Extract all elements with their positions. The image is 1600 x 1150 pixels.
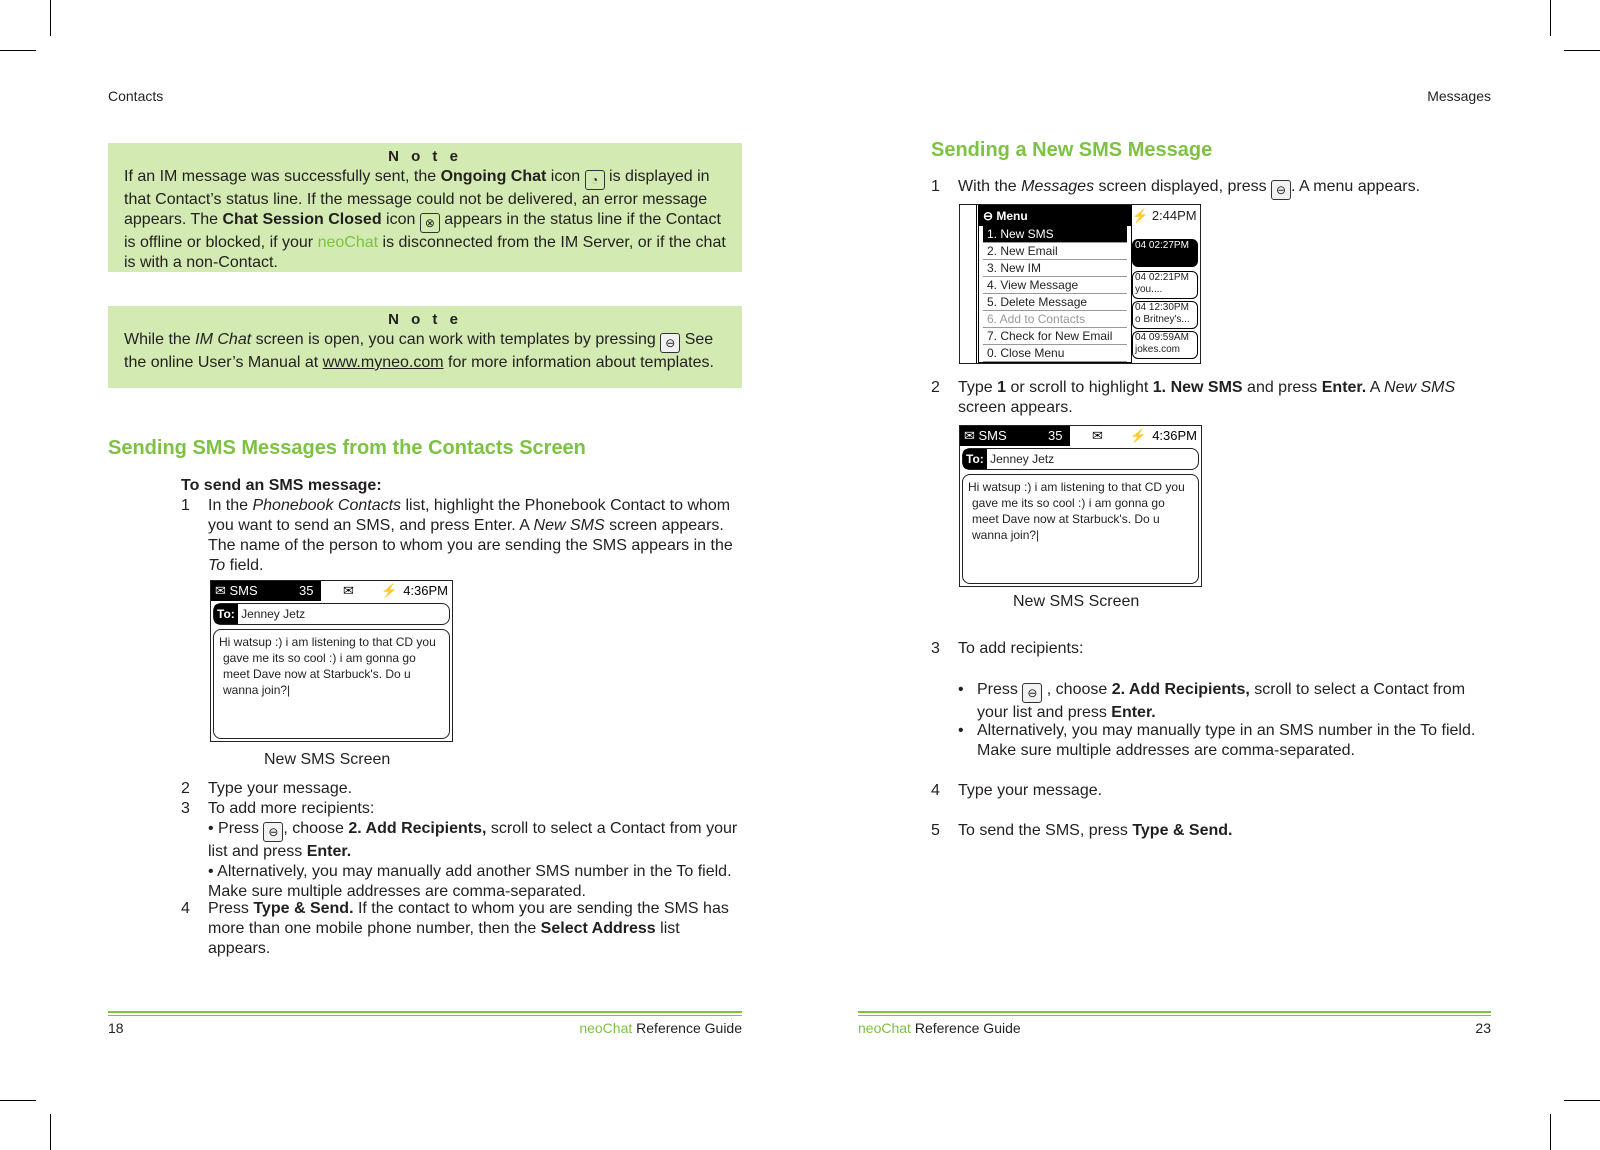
- left-icon-strip: [960, 205, 977, 363]
- footer-text: Reference Guide: [632, 1020, 742, 1036]
- step-number: 1: [931, 178, 940, 195]
- note-title: N o t e: [388, 311, 462, 328]
- note-text: See the online User’s Manual at: [124, 331, 714, 371]
- clock-time: 4:36PM: [403, 583, 448, 598]
- step-number: 1: [181, 497, 190, 514]
- step-text: If the contact to whom you are sending the SMS has more than one mobile phone number, then the: [208, 900, 729, 937]
- step-bold: 2. Add Recipients,: [1111, 681, 1250, 698]
- step-text: To add more recipients:: [208, 800, 375, 817]
- note-bold: Chat Session Closed: [222, 211, 382, 228]
- step-text: Type: [958, 379, 998, 396]
- step-2-text: Type your message.: [208, 780, 353, 797]
- step-text: field.: [225, 557, 264, 574]
- envelope-icon: ✉: [343, 583, 354, 598]
- step-text: Press: [977, 681, 1023, 698]
- footer-guide-title-left: [560, 1018, 742, 1038]
- menu-item-new-email[interactable]: 2. New Email: [983, 243, 1127, 260]
- step-bold: Enter.: [306, 843, 352, 860]
- step-bold: 1. New SMS: [1152, 379, 1243, 396]
- step-3-bullet-2-right: Alternatively, you may manually type in an SMS number in the To field. Make sure multiple addresses are comma-separated.: [977, 722, 1476, 759]
- menu-title-label: Menu: [996, 209, 1028, 223]
- step-text: scroll to select a Contact from your list and press: [977, 681, 1466, 721]
- step-bold: 1: [997, 379, 1007, 396]
- step-5-text-right: [958, 821, 1232, 841]
- message-row[interactable]: [1132, 331, 1198, 359]
- step-3-bullet-2: • Alternatively, you may manually add another SMS number in the To field. Make sure multiple addresses are comma-separated.: [208, 863, 732, 900]
- messages-menu-screen-image: [959, 204, 1201, 364]
- status-right: [321, 581, 452, 601]
- menu-item-view-message[interactable]: 4. View Message: [983, 277, 1127, 294]
- brand-name: neoChat: [858, 1020, 911, 1036]
- step-italic: Messages: [1021, 178, 1095, 195]
- bullet: •: [958, 681, 964, 698]
- figure-caption: New SMS Screen: [1013, 593, 1140, 610]
- signal-icon: ⚡: [1130, 428, 1147, 443]
- message-time: 04 12:30PM: [1135, 302, 1189, 313]
- step-bold: Enter.: [1111, 704, 1156, 721]
- message-line: wanna join?|: [972, 528, 1040, 542]
- note-box-ongoing-chat: [108, 143, 742, 272]
- footer-rule: [108, 1011, 742, 1013]
- note-text: screen is open, you can work with templates by pressing: [251, 331, 661, 348]
- note-text: is displayed in that Contact’s status line. If the message could not be delivered, an error message appears. The: [124, 168, 710, 228]
- menu-key-icon: [1271, 180, 1291, 200]
- char-count: 35: [299, 583, 314, 598]
- clock-time: 2:44PM: [1151, 208, 1197, 223]
- note-body: [108, 167, 742, 273]
- note-text: is disconnected from the IM Server, or if the chat is with a non-Contact.: [124, 234, 726, 271]
- recipient-name: Jenney Jetz: [990, 452, 1055, 466]
- step-text: scroll to select a Contact from your list and press: [208, 820, 738, 860]
- note-text: icon: [546, 168, 585, 185]
- message-time: 04 09:59AM: [1135, 332, 1189, 343]
- running-header-left: Contacts: [108, 88, 164, 104]
- note-body: [108, 330, 742, 373]
- step-number: 5: [931, 822, 940, 839]
- to-field[interactable]: [213, 603, 450, 625]
- new-sms-screen-image: [959, 425, 1202, 587]
- note-bold: Ongoing Chat: [440, 168, 547, 185]
- message-row[interactable]: [1132, 301, 1198, 329]
- step-text: A: [1366, 379, 1385, 396]
- ongoing-chat-icon: [585, 170, 605, 190]
- note-text: While the: [124, 331, 196, 348]
- footer-guide-title-right: [858, 1018, 1021, 1038]
- step-number: 3: [931, 640, 940, 657]
- section-title-left: Sending SMS Messages from the Contacts Screen: [108, 437, 586, 459]
- message-preview: jokes.com: [1135, 344, 1181, 355]
- step-text: screen displayed, press: [1094, 178, 1272, 195]
- step-text: , choose: [283, 820, 349, 837]
- step-1-text: [208, 496, 738, 576]
- step-bold: Enter.: [1321, 379, 1367, 396]
- step-italic: New SMS: [533, 517, 605, 534]
- step-italic: New SMS: [1384, 379, 1456, 396]
- sms-app-title: ✉ SMS: [215, 583, 258, 598]
- message-line: Hi watsup :) i am listening to that CD you: [968, 480, 1185, 494]
- menu-key-icon: [1022, 683, 1042, 703]
- sms-app-label: SMS: [978, 428, 1007, 443]
- to-label: To:: [214, 604, 238, 624]
- menu-key-icon: [660, 333, 680, 353]
- step-text: screen appears. The name of the person to whom you are sending the SMS appears in the: [208, 517, 733, 554]
- message-preview: o Britney's...: [1135, 314, 1190, 325]
- message-line: gave me its so cool :) i am gonna go: [972, 496, 1165, 510]
- crop-mark: [0, 1100, 36, 1101]
- to-field[interactable]: [962, 448, 1199, 470]
- step-bold: Select Address: [540, 920, 656, 937]
- note-text: appears in the status line if the Contact is offline or blocked, if your: [124, 211, 721, 251]
- crop-mark: [50, 1114, 51, 1150]
- status-bar: [960, 426, 1201, 446]
- step-4-text-right: Type your message.: [958, 782, 1103, 799]
- menu-item-check-email[interactable]: 7. Check for New Email: [983, 328, 1127, 345]
- message-row[interactable]: [1132, 271, 1198, 299]
- note-text: If an IM message was successfully sent, the: [124, 168, 441, 185]
- crop-mark: [1564, 1100, 1600, 1101]
- message-line: meet Dave now at Starbuck's. Do u: [972, 512, 1160, 526]
- note-title: N o t e: [388, 148, 462, 165]
- chat-session-closed-icon: [420, 213, 440, 233]
- status-right: [1070, 426, 1201, 446]
- message-body[interactable]: [213, 629, 450, 739]
- message-preview: you....: [1135, 284, 1163, 295]
- message-row[interactable]: [1132, 239, 1198, 267]
- note-text: for more information about templates.: [443, 354, 714, 371]
- menu-title: ⊖ Menu: [979, 206, 1131, 226]
- step-number: 4: [181, 900, 190, 917]
- signal-icon: ⚡: [381, 583, 398, 598]
- running-header-right: Messages: [1427, 88, 1491, 104]
- procedure-subhead: To send an SMS message:: [181, 477, 382, 494]
- menu-item-new-im[interactable]: 3. New IM: [983, 260, 1127, 277]
- step-number: 2: [181, 780, 190, 797]
- step-bold: Type & Send.: [1132, 822, 1233, 839]
- step-number: 4: [931, 782, 940, 799]
- status-bar: [211, 581, 452, 601]
- new-sms-screen-image: [210, 580, 453, 742]
- step-text: screen appears.: [958, 399, 1073, 416]
- message-time: 04 02:27PM: [1135, 240, 1189, 251]
- menu-key-icon: [263, 822, 283, 842]
- page-number-right: 23: [1475, 1020, 1491, 1036]
- popup-menu: [978, 205, 1132, 363]
- step-text: With the: [958, 178, 1022, 195]
- status-time-area: [1132, 205, 1200, 227]
- menu-item-add-to-contacts[interactable]: 6. Add to Contacts: [983, 311, 1127, 328]
- note-text: icon: [381, 211, 420, 228]
- step-italic: To: [208, 557, 226, 574]
- note-box-templates: [108, 306, 742, 388]
- menu-item-close-menu[interactable]: 0. Close Menu: [983, 345, 1127, 362]
- message-line: wanna join?|: [223, 683, 291, 697]
- message-time: 04 02:21PM: [1135, 272, 1189, 283]
- step-text: and press: [1242, 379, 1322, 396]
- crop-mark: [0, 50, 36, 51]
- bullet: •: [958, 722, 964, 739]
- crop-mark: [1564, 50, 1600, 51]
- menu-item-new-sms[interactable]: 1. New SMS: [983, 226, 1127, 243]
- message-line: meet Dave now at Starbuck's. Do u: [223, 667, 411, 681]
- step-number: 2: [931, 379, 940, 396]
- brand-name: neoChat: [579, 1020, 633, 1036]
- envelope-icon: ✉: [1092, 428, 1103, 443]
- recipient-name: Jenney Jetz: [241, 607, 306, 621]
- step-bold: Type & Send.: [253, 900, 354, 917]
- footer-text: Reference Guide: [910, 1020, 1021, 1036]
- step-3-bullet-1-right: [977, 680, 1477, 723]
- crop-mark: [1550, 1114, 1551, 1150]
- page-number-left: 18: [108, 1020, 124, 1036]
- figure-caption: New SMS Screen: [264, 751, 391, 768]
- sms-app-label: SMS: [229, 583, 258, 598]
- note-italic: IM Chat: [195, 331, 252, 348]
- char-count: 35: [1048, 428, 1063, 443]
- menu-item-delete-message[interactable]: 5. Delete Message: [983, 294, 1127, 311]
- step-text: list appears.: [208, 920, 680, 957]
- step-text: Press: [208, 900, 254, 917]
- step-text: . A menu appears.: [1291, 178, 1421, 195]
- message-line: Hi watsup :) i am listening to that CD you: [219, 635, 436, 649]
- message-line: gave me its so cool :) i am gonna go: [223, 651, 416, 665]
- signal-icon: ⚡: [1132, 208, 1149, 223]
- step-3-text: [208, 799, 743, 902]
- step-4-text: [208, 899, 743, 959]
- step-italic: Phonebook Contacts: [252, 497, 402, 514]
- step-text: or scroll to highlight: [1006, 379, 1153, 396]
- section-title-right: Sending a New SMS Message: [931, 139, 1213, 161]
- crop-mark: [50, 0, 51, 36]
- footer-rule: [108, 1015, 742, 1016]
- sms-app-title: ✉ SMS: [964, 428, 1007, 443]
- step-text: To send the SMS, press: [958, 822, 1133, 839]
- step-number: 3: [181, 800, 190, 817]
- step-text: , choose: [1042, 681, 1112, 698]
- footer-rule: [858, 1011, 1491, 1013]
- to-label: To:: [963, 449, 987, 469]
- step-3-text-right: To add recipients:: [958, 640, 1084, 657]
- message-body[interactable]: [962, 474, 1199, 584]
- step-1-text-right: [958, 177, 1498, 200]
- step-text: list, highlight the Phonebook Contact to whom you want to send an SMS, and press Enter. A: [208, 497, 731, 534]
- footer-rule: [858, 1015, 1491, 1016]
- step-2-text-right: [958, 378, 1498, 418]
- step-3-bullet-1: [208, 819, 743, 862]
- step-bold: 2. Add Recipients,: [348, 820, 487, 837]
- step-text: • Press: [208, 820, 264, 837]
- website-link[interactable]: www.myneo.com: [322, 354, 444, 371]
- step-text: In the: [208, 497, 253, 514]
- clock-time: 4:36PM: [1152, 428, 1197, 443]
- crop-mark: [1550, 0, 1551, 36]
- brand-name: neoChat: [317, 234, 379, 251]
